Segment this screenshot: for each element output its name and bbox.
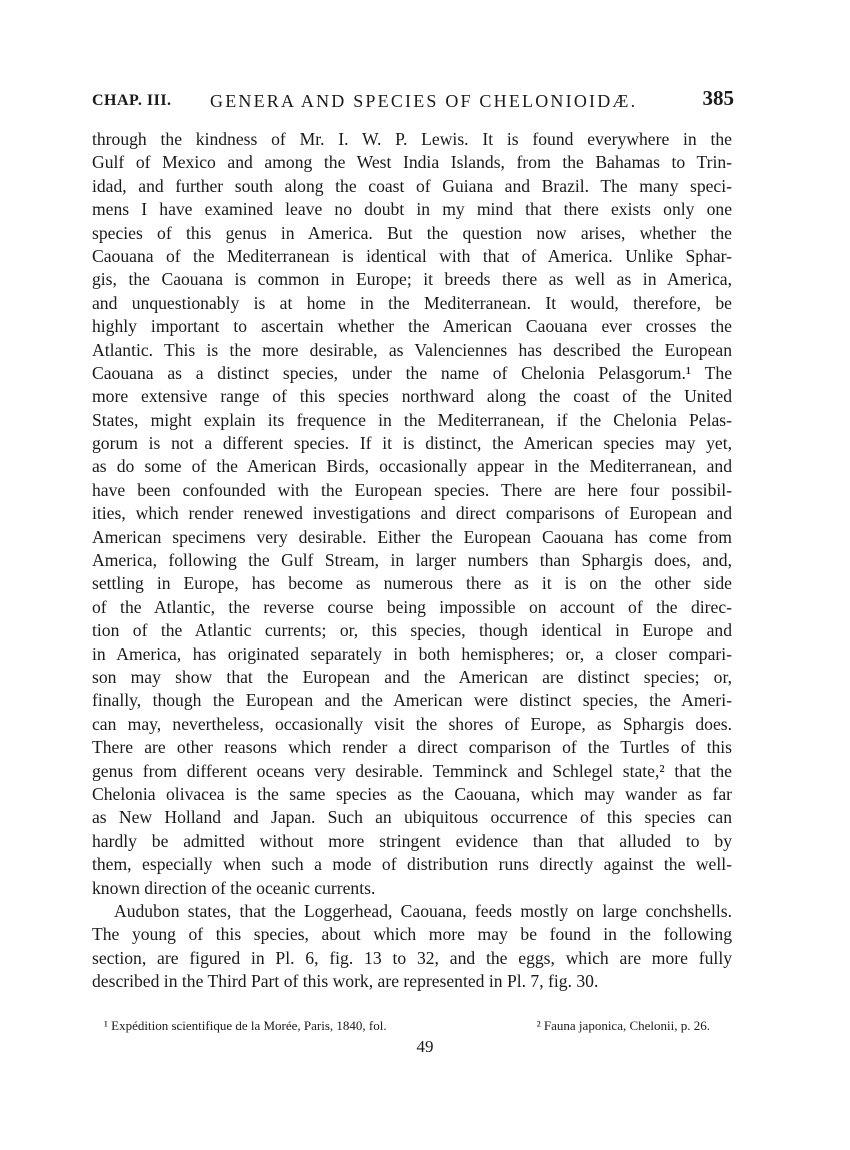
- text-line: Atlantic. This is the more desirable, as Valenciennes has described the European: [92, 339, 732, 360]
- text-line: son may show that the European and the American are distinct species; or,: [92, 666, 732, 687]
- text-line: Caouana as a distinct species, under the name of Chelonia Pelasgorum.¹ The: [92, 362, 732, 383]
- text-line: them, especially when such a mode of distribution runs directly against the well-: [92, 854, 732, 875]
- text-line: species of this genus in America. But the question now arises, whether the: [92, 222, 732, 243]
- paragraph-1: [92, 128, 732, 900]
- text-line: section, are figured in Pl. 6, fig. 13 to 32, and the eggs, which are more fully: [92, 947, 732, 968]
- text-line: have been confounded with the European species. There are here four possibil-: [92, 479, 732, 500]
- text-line: described in the Third Part of this work, are represented in Pl. 7, fig. 30.: [92, 971, 599, 992]
- text-line: America, following the Gulf Stream, in larger numbers than Sphargis does, and,: [92, 550, 732, 571]
- paragraph-2: [92, 900, 732, 994]
- text-line: can may, nevertheless, occasionally visit the shores of Europe, as Sphargis does.: [92, 713, 732, 734]
- text-line: States, might explain its frequence in the Mediterranean, if the Chelonia Pelas-: [92, 409, 732, 430]
- body-text: [92, 128, 732, 993]
- text-line: through the kindness of Mr. I. W. P. Lewis. It is found everywhere in the: [92, 129, 732, 149]
- running-head: [92, 88, 734, 114]
- text-line: gis, the Caouana is common in Europe; it breeds there as well as in America,: [92, 269, 732, 290]
- text-line: hardly be admitted without more stringent evidence than that alluded to by: [92, 830, 732, 851]
- text-line: mens I have examined leave no doubt in my mind that there exists only one: [92, 199, 732, 220]
- text-line: ities, which render renewed investigations and direct comparisons of European and: [92, 503, 732, 524]
- text-line: finally, though the European and the American were distinct species, the Ameri-: [92, 690, 732, 711]
- text-line: settling in Europe, has become as numerous there as it is on the other side: [92, 573, 732, 594]
- page-number: 385: [702, 86, 734, 110]
- text-line: idad, and further south along the coast of Guiana and Brazil. The many speci-: [92, 175, 732, 196]
- text-line: more extensive range of this species northward along the coast of the United: [92, 386, 732, 407]
- text-line: as New Holland and Japan. Such an ubiquitous occurrence of this species can: [92, 807, 732, 828]
- text-line: American specimens very desirable. Either the European Caouana has come from: [92, 526, 732, 547]
- signature-mark: 49: [416, 1037, 434, 1056]
- text-line: highly important to ascertain whether the American Caouana ever crosses the: [92, 316, 732, 337]
- text-line: Gulf of Mexico and among the West India Islands, from the Bahamas to Trin-: [92, 152, 732, 173]
- footnote-1: ¹ Expédition scientifique de la Morée, Paris, 1840, fol.: [104, 1018, 387, 1033]
- text-line: Caouana of the Mediterranean is identical with that of America. Unlike Sphar-: [92, 245, 732, 266]
- running-title: GENERA AND SPECIES OF CHELONIOIDÆ.: [210, 91, 638, 111]
- text-line: known direction of the oceanic currents.: [92, 877, 376, 898]
- text-line: Audubon states, that the Loggerhead, Caouana, feeds mostly on large conchshells.: [114, 900, 732, 921]
- text-line: and unquestionably is at home in the Mediterranean. It would, therefore, be: [92, 292, 732, 313]
- chapter-label: CHAP. III.: [92, 92, 172, 109]
- text-line: There are other reasons which render a direct comparison of the Turtles of this: [92, 737, 732, 758]
- text-line: as do some of the American Birds, occasionally appear in the Mediterranean, and: [92, 456, 732, 477]
- text-line: gorum is not a different species. If it is distinct, the American species may yet,: [92, 433, 732, 454]
- text-line: Chelonia olivacea is the same species as the Caouana, which may wander as far: [92, 783, 732, 804]
- text-line: tion of the Atlantic currents; or, this species, though identical in Europe and: [92, 620, 732, 641]
- text-line: in America, has originated separately in both hemispheres; or, a closer compari-: [92, 643, 732, 664]
- text-line: of the Atlantic, the reverse course being impossible on account of the direc-: [92, 596, 732, 617]
- footnote-2: ² Fauna japonica, Chelonii, p. 26.: [536, 1018, 710, 1033]
- text-line: The young of this species, about which more may be found in the following: [92, 924, 732, 945]
- text-line: genus from different oceans very desirable. Temminck and Schlegel state,² that the: [92, 760, 732, 781]
- footnotes: [92, 1016, 732, 1036]
